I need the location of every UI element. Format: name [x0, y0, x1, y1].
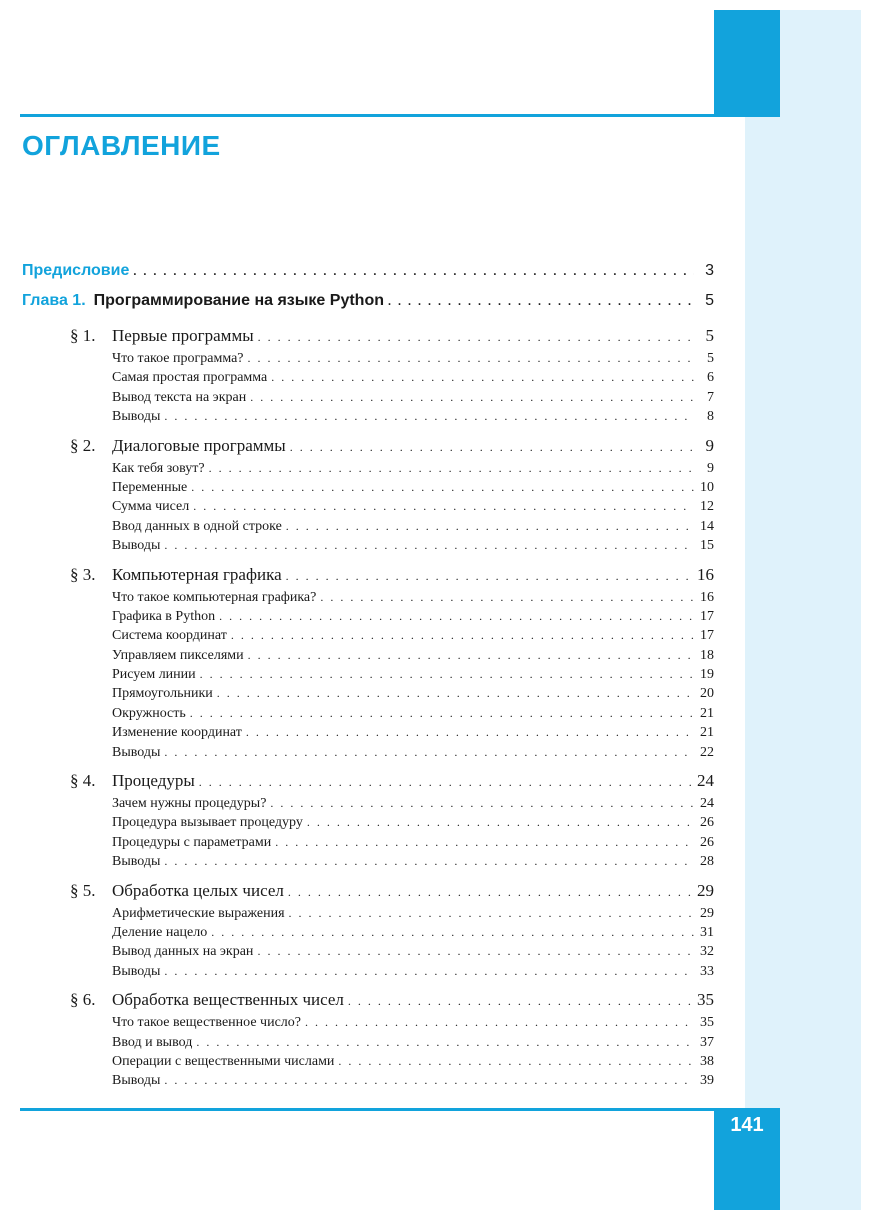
section-title: Первые программы: [112, 326, 254, 345]
subsection-page: 24: [700, 796, 714, 812]
section-title: Обработка целых чисел: [112, 880, 284, 900]
toc-section[interactable]: [22, 565, 714, 590]
dot-leader: [248, 648, 694, 663]
subsection-page: 14: [700, 518, 714, 534]
section-title: Компьютерная графика: [112, 564, 282, 584]
section-page: 9: [705, 435, 714, 455]
dot-leader: [164, 854, 694, 869]
bottom-rule: [20, 1108, 780, 1111]
section-gap: [22, 983, 714, 987]
dot-leader: [231, 628, 694, 643]
toc-preface-page: 3: [705, 262, 714, 279]
chapter-title: Программирование на языке Python: [93, 292, 384, 309]
subsection-title: Процедуры с параметрами: [112, 834, 272, 850]
section-number: § 6.: [70, 990, 96, 1010]
subsection-title: Выводы: [112, 409, 161, 425]
chapter-page: 5: [705, 292, 714, 309]
subsection-page: 10: [700, 479, 714, 495]
subsection-page: 17: [700, 608, 714, 624]
toc-subsection[interactable]: [22, 796, 714, 815]
dot-leader: [257, 944, 694, 959]
dot-leader: [164, 538, 694, 553]
dot-leader: [164, 745, 694, 760]
dot-leader: [193, 499, 694, 514]
toc-section[interactable]: [22, 881, 714, 906]
section-gap: [22, 1093, 714, 1097]
toc-subsection[interactable]: [22, 1015, 714, 1034]
section-title: Процедуры: [112, 771, 195, 791]
subsection-title: Рисуем линии: [112, 667, 196, 683]
toc-section[interactable]: [22, 436, 714, 461]
toc-subsection[interactable]: [22, 519, 714, 538]
section-number: § 4.: [70, 771, 96, 791]
dot-leader: [209, 461, 694, 476]
toc-subsection[interactable]: [22, 854, 714, 873]
section-number: § 2.: [70, 435, 96, 455]
dot-leader: [217, 686, 694, 701]
subsection-page: 26: [700, 834, 714, 850]
toc-subsection[interactable]: [22, 1073, 714, 1092]
toc-section[interactable]: [22, 771, 714, 796]
subsection-page: 31: [700, 924, 714, 940]
toc-subsection[interactable]: [22, 538, 714, 557]
subsection-title: Как тебя зовут?: [112, 460, 205, 476]
dot-leader: [338, 1054, 694, 1069]
subsection-page: 29: [700, 905, 714, 921]
subsection-page: 28: [700, 854, 714, 870]
toc-subsection[interactable]: [22, 499, 714, 518]
dot-leader: [348, 994, 693, 1009]
page-number: 141: [730, 1114, 764, 1136]
toc-subsection[interactable]: [22, 686, 714, 705]
section-title: Диалоговые программы: [112, 435, 286, 455]
dot-leader: [250, 390, 694, 405]
subsection-title: Зачем нужны процедуры?: [112, 796, 267, 812]
subsection-title: Выводы: [112, 538, 161, 554]
section-page: 24: [697, 771, 714, 791]
dot-leader: [219, 609, 694, 624]
toc-subsection[interactable]: [22, 461, 714, 480]
dot-leader: [388, 294, 694, 309]
subsection-page: 21: [700, 725, 714, 741]
section-gap: [22, 558, 714, 562]
subsection-page: 15: [700, 538, 714, 554]
section-number: § 3.: [70, 564, 96, 584]
toc-subsection[interactable]: [22, 390, 714, 409]
toc-subsection[interactable]: [22, 480, 714, 499]
toc-preface[interactable]: [22, 262, 714, 292]
table-of-contents: [22, 262, 714, 1097]
subsection-page: 20: [700, 686, 714, 702]
subsection-page: 22: [700, 744, 714, 760]
dot-leader: [164, 409, 694, 424]
toc-section[interactable]: [22, 326, 714, 351]
toc-subsection[interactable]: [22, 706, 714, 725]
subsection-page: 12: [700, 499, 714, 515]
dot-leader: [190, 706, 694, 721]
subsection-title: Сумма чисел: [112, 499, 190, 515]
section-gap: [22, 764, 714, 768]
subsection-title: Вывод данных на экран: [112, 944, 254, 960]
subsection-page: 35: [700, 1015, 714, 1031]
subsection-title: Деление нацело: [112, 924, 208, 940]
dot-leader: [320, 590, 694, 605]
subsection-page: 7: [707, 389, 714, 405]
subsection-title: Что такое программа?: [112, 351, 244, 366]
section-gap: [22, 874, 714, 878]
dot-leader: [290, 440, 694, 455]
subsection-title: Изменение координат: [112, 725, 242, 741]
subsection-page: 26: [700, 815, 714, 831]
subsection-page: 8: [707, 409, 714, 425]
page-title: ОГЛАВЛЕНИЕ: [22, 130, 221, 161]
subsection-page: 18: [700, 647, 714, 663]
dot-leader: [199, 775, 693, 790]
section-number: § 1.: [70, 326, 96, 345]
toc-subsection[interactable]: [22, 609, 714, 628]
toc-subsection[interactable]: [22, 1054, 714, 1073]
chapter-label: Глава 1.: [22, 292, 86, 309]
subsection-title: Что такое вещественное число?: [112, 1015, 301, 1031]
subsection-title: Переменные: [112, 479, 188, 495]
subsection-title: Управляем пикселями: [112, 647, 244, 663]
subsection-title: Вывод текста на экран: [112, 389, 247, 405]
subsection-page: 21: [700, 705, 714, 721]
toc-chapter[interactable]: [22, 292, 714, 323]
dot-leader: [275, 835, 694, 850]
dot-leader: [211, 925, 694, 940]
subsection-title: Графика в Python: [112, 608, 216, 624]
section-gap: [22, 429, 714, 433]
dot-leader: [133, 264, 694, 279]
section-page: 35: [697, 990, 714, 1010]
subsection-page: 16: [700, 589, 714, 605]
toc-sections: [22, 326, 714, 1097]
subsection-page: 38: [700, 1053, 714, 1069]
subsection-title: Операции с вещественными числами: [112, 1053, 335, 1069]
dot-leader: [191, 480, 694, 495]
dot-leader: [286, 519, 694, 534]
toc-subsection[interactable]: [22, 944, 714, 963]
toc-subsection[interactable]: [22, 964, 714, 983]
subsection-page: 17: [700, 628, 714, 644]
dot-leader: [307, 815, 694, 830]
subsection-title: Окружность: [112, 705, 186, 721]
toc-subsection[interactable]: [22, 370, 714, 389]
subsection-title: Процедура вызывает процедуру: [112, 815, 303, 831]
dot-leader: [164, 964, 694, 979]
toc-preface-title: Предисловие: [22, 262, 130, 279]
top-color-tab: [714, 10, 780, 116]
subsection-page: 9: [707, 460, 714, 476]
subsection-title: Арифметические выражения: [112, 905, 285, 921]
toc-subsection[interactable]: [22, 648, 714, 667]
toc-subsection[interactable]: [22, 835, 714, 854]
dot-leader: [271, 370, 694, 385]
dot-leader: [305, 1015, 694, 1030]
subsection-title: Самая простая программа: [112, 370, 268, 386]
toc-subsection[interactable]: [22, 1035, 714, 1054]
dot-leader: [288, 885, 693, 900]
subsection-title: Выводы: [112, 1073, 161, 1089]
toc-subsection[interactable]: [22, 590, 714, 609]
dot-leader: [289, 906, 694, 921]
subsection-title: Выводы: [112, 744, 161, 760]
dot-leader: [248, 351, 694, 366]
toc-subsection[interactable]: [22, 725, 714, 744]
section-page: 16: [697, 564, 714, 584]
section-page: 5: [705, 326, 714, 345]
toc-subsection[interactable]: [22, 667, 714, 686]
toc-subsection[interactable]: [22, 815, 714, 834]
toc-subsection[interactable]: [22, 628, 714, 647]
subsection-title: Ввод данных в одной строке: [112, 518, 282, 534]
subsection-page: 37: [700, 1034, 714, 1050]
subsection-title: Что такое компьютерная графика?: [112, 589, 317, 605]
subsection-page: 32: [700, 944, 714, 960]
section-title: Обработка вещественных чисел: [112, 990, 344, 1010]
subsection-title: Выводы: [112, 854, 161, 870]
subsection-page: 5: [707, 351, 714, 366]
subsection-title: Выводы: [112, 963, 161, 979]
side-color-strip: [745, 10, 861, 1210]
toc-subsection[interactable]: [22, 409, 714, 428]
subsection-title: Прямоугольники: [112, 686, 213, 702]
toc-subsection[interactable]: [22, 351, 714, 370]
dot-leader: [246, 725, 694, 740]
subsection-page: 6: [707, 370, 714, 386]
section-number: § 5.: [70, 880, 96, 900]
dot-leader: [270, 796, 694, 811]
dot-leader: [164, 1073, 694, 1088]
subsection-title: Ввод и вывод: [112, 1034, 193, 1050]
toc-section[interactable]: [22, 990, 714, 1015]
subsection-page: 33: [700, 963, 714, 979]
section-page: 29: [697, 880, 714, 900]
subsection-page: 19: [700, 667, 714, 683]
toc-subsection[interactable]: [22, 925, 714, 944]
toc-subsection[interactable]: [22, 745, 714, 764]
dot-leader: [258, 330, 694, 345]
dot-leader: [200, 667, 694, 682]
top-rule: [20, 114, 780, 117]
dot-leader: [196, 1035, 694, 1050]
subsection-title: Система координат: [112, 628, 227, 644]
toc-subsection[interactable]: [22, 906, 714, 925]
dot-leader: [286, 569, 693, 584]
subsection-page: 39: [700, 1073, 714, 1089]
